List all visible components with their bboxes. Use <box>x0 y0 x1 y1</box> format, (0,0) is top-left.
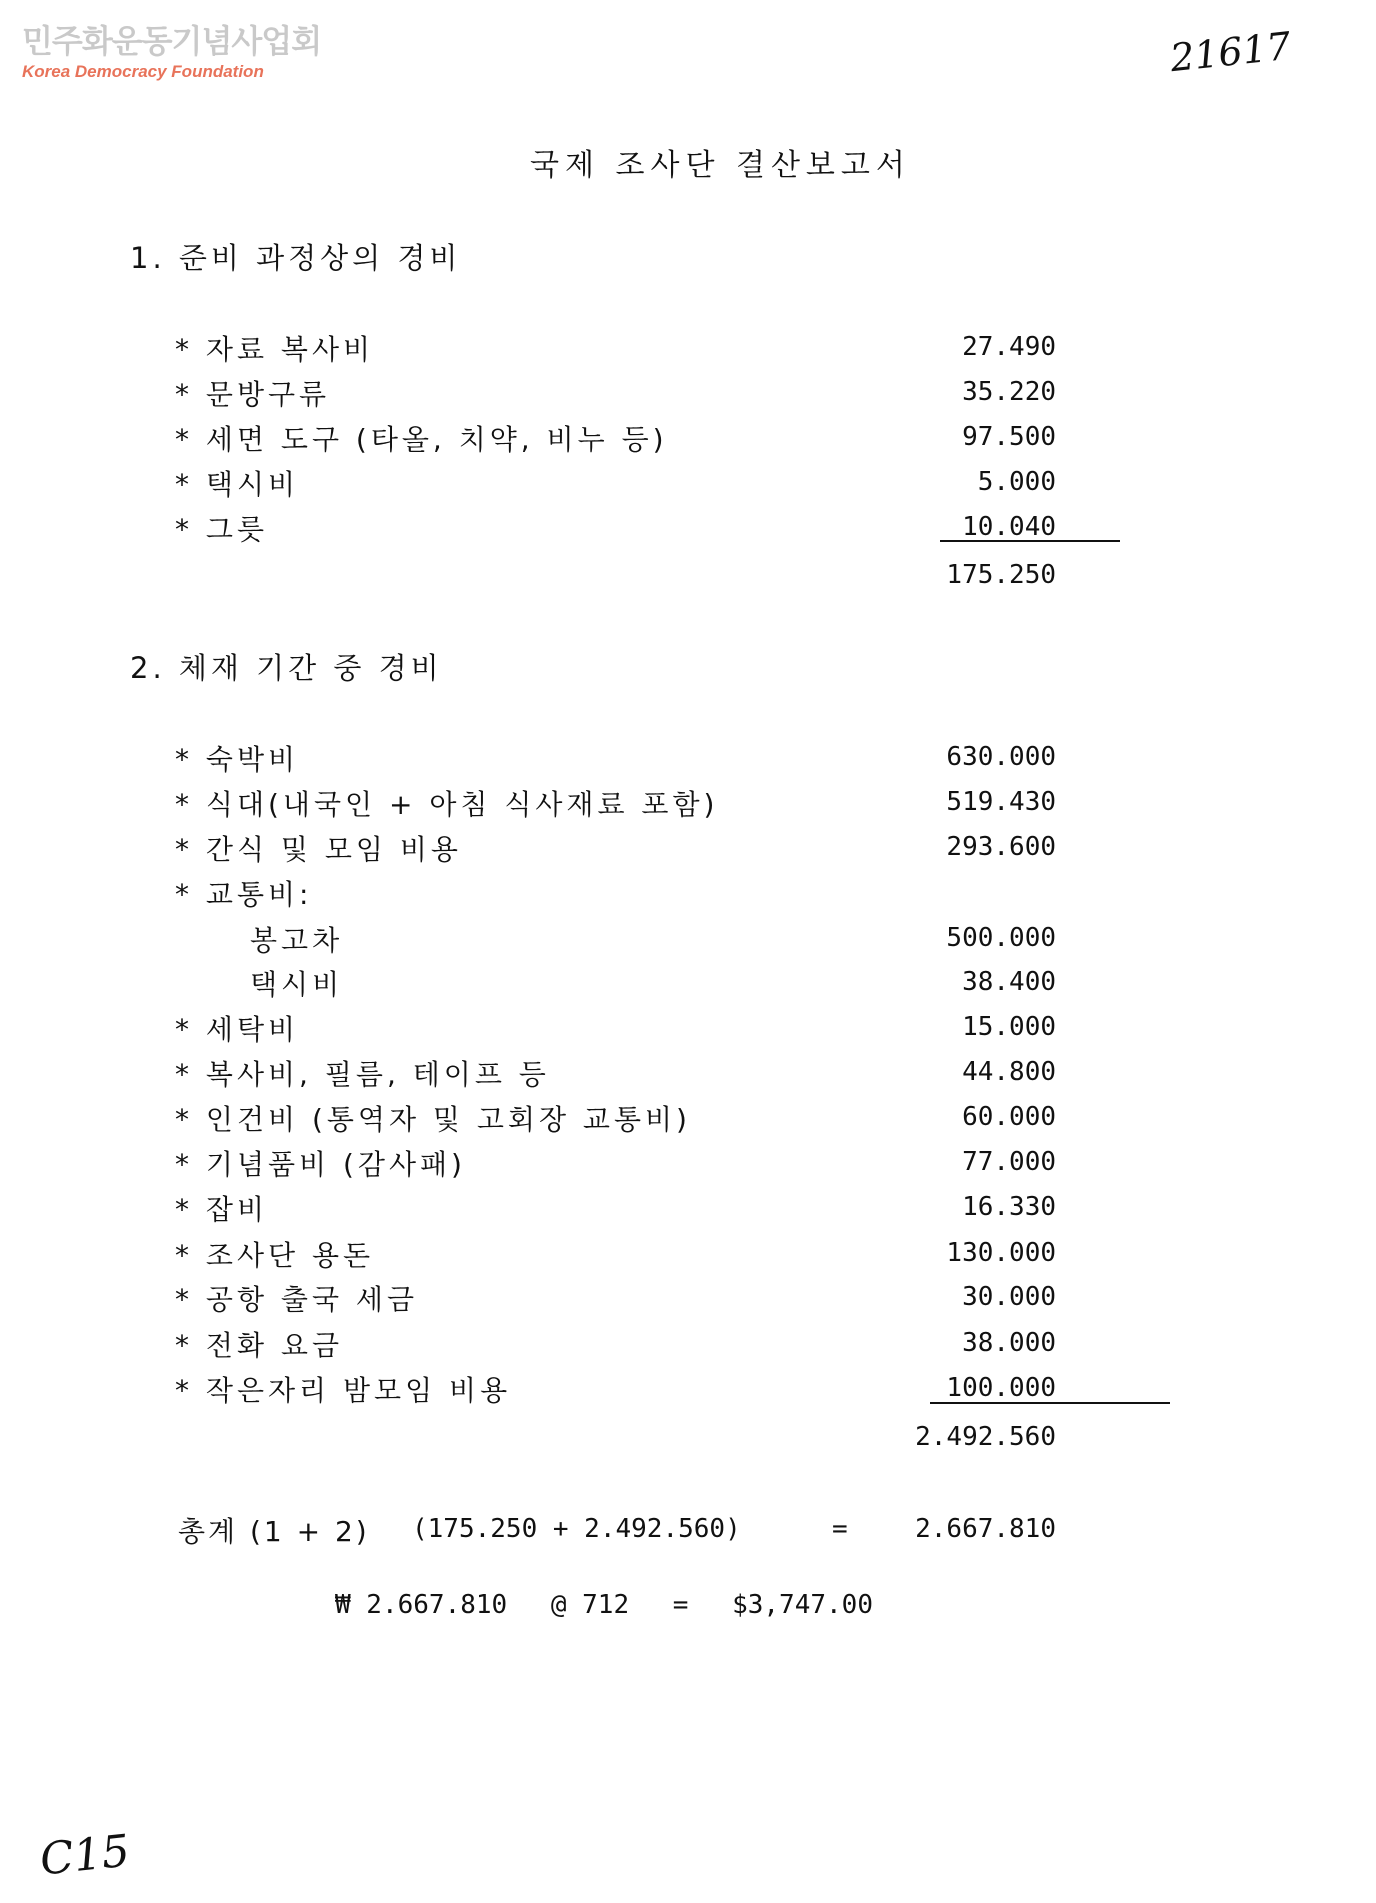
currency-conversion <box>335 1590 901 1620</box>
section1-subtotal: 175.250 <box>946 560 1056 590</box>
total-formula: (175.250 + 2.492.560) <box>412 1514 741 1544</box>
section2-subtotal: 2.492.560 <box>915 1422 1056 1452</box>
expense-row <box>0 1098 1376 1138</box>
expense-label: * 조사단 용돈 <box>175 1239 375 1272</box>
expense-label: * 기념품비 (감사패) <box>175 1148 466 1181</box>
expense-amount: 130.000 <box>946 1238 1056 1268</box>
logo-korean: 민주화운동기념사업회 <box>22 22 322 60</box>
expense-label: 택시비 <box>250 968 344 1001</box>
expense-amount: 97.500 <box>962 422 1056 452</box>
expense-row <box>0 963 1376 1003</box>
expense-row <box>0 1008 1376 1048</box>
expense-label: * 세면 도구 (타올, 치약, 비누 등) <box>175 423 668 456</box>
expense-amount: 630.000 <box>946 742 1056 772</box>
won-amount: ₩ 2.667.810 <box>335 1590 508 1620</box>
expense-label: 봉고차 <box>250 924 344 957</box>
expense-row <box>0 783 1376 823</box>
expense-row <box>0 508 1376 548</box>
foundation-logo <box>22 22 321 82</box>
expense-amount: 27.490 <box>962 332 1056 362</box>
expense-row <box>0 463 1376 503</box>
expense-label: * 전화 요금 <box>175 1329 343 1362</box>
expense-row <box>0 1143 1376 1183</box>
expense-amount: 15.000 <box>962 1012 1056 1042</box>
expense-amount: 30.000 <box>962 1282 1056 1312</box>
expense-amount: 38.000 <box>962 1328 1056 1358</box>
expense-amount: 35.220 <box>962 377 1056 407</box>
expense-amount: 5.000 <box>977 467 1056 497</box>
archive-number: 21617 <box>1168 23 1293 81</box>
expense-label: * 작은자리 밤모임 비용 <box>175 1374 512 1407</box>
expense-label: * 교통비: <box>175 878 313 911</box>
expense-row <box>0 1188 1376 1228</box>
expense-amount: 16.330 <box>962 1192 1056 1222</box>
page-code: C15 <box>37 1825 133 1886</box>
expense-row <box>0 1053 1376 1093</box>
section2-heading: 2. 체재 기간 중 경비 <box>130 651 443 685</box>
document-title: 국제 조사단 결산보고서 <box>530 148 911 183</box>
expense-label: * 공항 출국 세금 <box>175 1283 418 1316</box>
expense-amount: 38.400 <box>962 967 1056 997</box>
expense-amount: 10.040 <box>962 512 1056 542</box>
sum-rule <box>940 540 1120 542</box>
expense-row <box>0 738 1376 778</box>
expense-label: * 복사비, 필름, 테이프 등 <box>175 1058 550 1091</box>
expense-label: * 자료 복사비 <box>175 333 375 366</box>
expense-row <box>0 873 1376 913</box>
expense-amount: 500.000 <box>946 923 1056 953</box>
total-value: 2.667.810 <box>915 1514 1056 1544</box>
sum-rule <box>930 1402 1170 1404</box>
expense-amount: 100.000 <box>946 1373 1056 1403</box>
total-label: 총계 (1 + 2) <box>178 1515 370 1548</box>
conversion-equals: = <box>672 1590 689 1620</box>
expense-amount: 519.430 <box>946 787 1056 817</box>
expense-row <box>0 373 1376 413</box>
expense-amount: 293.600 <box>946 832 1056 862</box>
expense-label: * 인건비 (통역자 및 고회장 교통비) <box>175 1103 691 1136</box>
expense-label: * 간식 및 모임 비용 <box>175 833 462 866</box>
expense-label: * 택시비 <box>175 468 300 501</box>
usd-amount: $3,747.00 <box>732 1590 873 1620</box>
total-equals: = <box>832 1514 848 1544</box>
grand-total-line <box>0 1510 1376 1554</box>
expense-row <box>0 1324 1376 1364</box>
expense-amount: 77.000 <box>962 1147 1056 1177</box>
expense-label: * 문방구류 <box>175 378 331 411</box>
exchange-rate: @ 712 <box>550 1590 630 1620</box>
expense-label: * 세탁비 <box>175 1013 300 1046</box>
logo-english: Korea Democracy Foundation <box>22 62 264 81</box>
expense-label: * 그릇 <box>175 513 268 546</box>
expense-row <box>0 418 1376 458</box>
expense-row <box>0 828 1376 868</box>
expense-label: * 식대(내국인 + 아침 식사재료 포함) <box>175 788 719 821</box>
expense-amount: 44.800 <box>962 1057 1056 1087</box>
expense-label: * 숙박비 <box>175 743 300 776</box>
expense-row <box>0 1278 1376 1318</box>
expense-row <box>0 919 1376 959</box>
expense-row <box>0 328 1376 368</box>
section1-heading: 1. 준비 과정상의 경비 <box>130 241 462 275</box>
expense-amount: 60.000 <box>962 1102 1056 1132</box>
expense-row <box>0 1234 1376 1274</box>
expense-label: * 잡비 <box>175 1193 268 1226</box>
